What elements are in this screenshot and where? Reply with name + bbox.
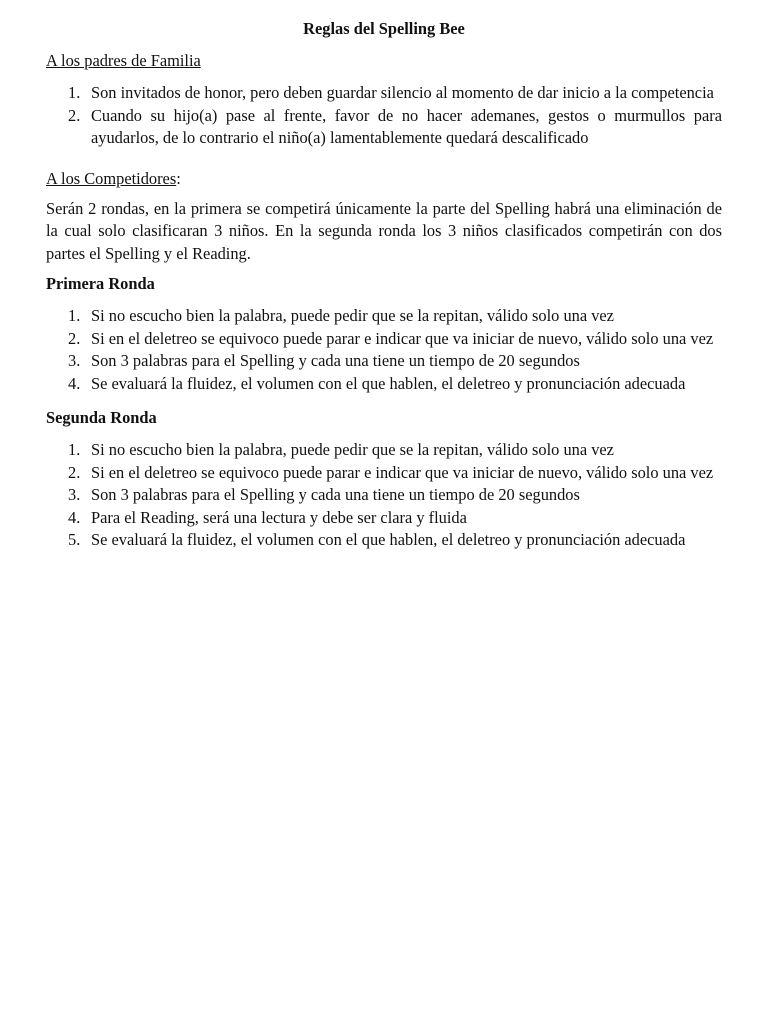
list-number: 3. [68, 351, 81, 370]
competitors-heading [46, 168, 722, 190]
primera-item-4 [46, 373, 722, 396]
parents-heading-text: A los padres de Familia [46, 51, 201, 70]
list-item-text: Si no escucho bien la palabra, puede pedir que se la repitan, válido solo una vez [91, 306, 614, 325]
parents-item-2 [46, 105, 722, 150]
list-item-text: Para el Reading, será una lectura y debe ser clara y fluida [91, 507, 467, 527]
segunda-ronda-list [46, 439, 722, 552]
segunda-item-5 [46, 529, 722, 552]
list-number: 1. [68, 306, 81, 325]
primera-item-1 [46, 305, 722, 328]
parents-heading [46, 50, 722, 72]
list-number: 4. [68, 507, 81, 527]
list-item-text: Si en el deletreo se equivoco puede parar e indicar que va iniciar de nuevo, válido solo una vez [91, 328, 714, 348]
segunda-ronda-heading: Segunda Ronda [46, 408, 157, 427]
primera-ronda-heading: Primera Ronda [46, 274, 155, 293]
list-number: 2. [68, 105, 81, 125]
list-item-text: Cuando su hijo(a) pase al frente, favor de no hacer ademanes, gestos o murmullos para ayudarlos, de lo contrario el niño(a) lamentablemente quedará descalificado [91, 105, 722, 147]
list-item-text: Son 3 palabras para el Spelling y cada una tiene un tiempo de 20 segundos [91, 485, 580, 504]
list-number: 5. [68, 530, 81, 549]
list-number: 2. [68, 462, 81, 482]
competitors-paragraph: Serán 2 rondas, en la primera se competirá únicamente la parte del Spelling habrá una eliminación de la cual solo clasificaran 3 niños. En la segunda ronda los 3 niños clasificados competirán con dos partes el Spelling y el Reading. [46, 198, 722, 263]
list-item-text: Se evaluará la fluidez, el volumen con el que hablen, el deletreo y pronunciación adecuada [91, 373, 686, 393]
parents-item-1 [46, 82, 722, 105]
competitors-heading-colon: : [176, 168, 181, 188]
parents-list [46, 82, 722, 150]
list-item-text: Si en el deletreo se equivoco puede parar e indicar que va iniciar de nuevo, válido solo una vez [91, 462, 714, 482]
list-number: 2. [68, 328, 81, 348]
list-number: 1. [68, 440, 81, 459]
list-number: 4. [68, 373, 81, 393]
segunda-item-3 [46, 484, 722, 507]
primera-item-2 [46, 328, 722, 351]
primera-item-3 [46, 350, 722, 373]
list-number: 1. [68, 83, 81, 102]
segunda-item-2 [46, 462, 722, 485]
primera-ronda-list [46, 305, 722, 395]
list-item-text: Si no escucho bien la palabra, puede pedir que se la repitan, válido solo una vez [91, 440, 614, 459]
list-item-text: Son invitados de honor, pero deben guardar silencio al momento de dar inicio a la competencia [91, 83, 714, 102]
list-item-text: Son 3 palabras para el Spelling y cada una tiene un tiempo de 20 segundos [91, 351, 580, 370]
competitors-heading-text: A los Competidores [46, 168, 177, 188]
segunda-item-4 [46, 507, 722, 530]
document-title: Reglas del Spelling Bee [303, 19, 465, 38]
segunda-item-1 [46, 439, 722, 462]
list-number: 3. [68, 485, 81, 504]
list-item-text: Se evaluará la fluidez, el volumen con el que hablen, el deletreo y pronunciación adecuada [91, 530, 686, 549]
